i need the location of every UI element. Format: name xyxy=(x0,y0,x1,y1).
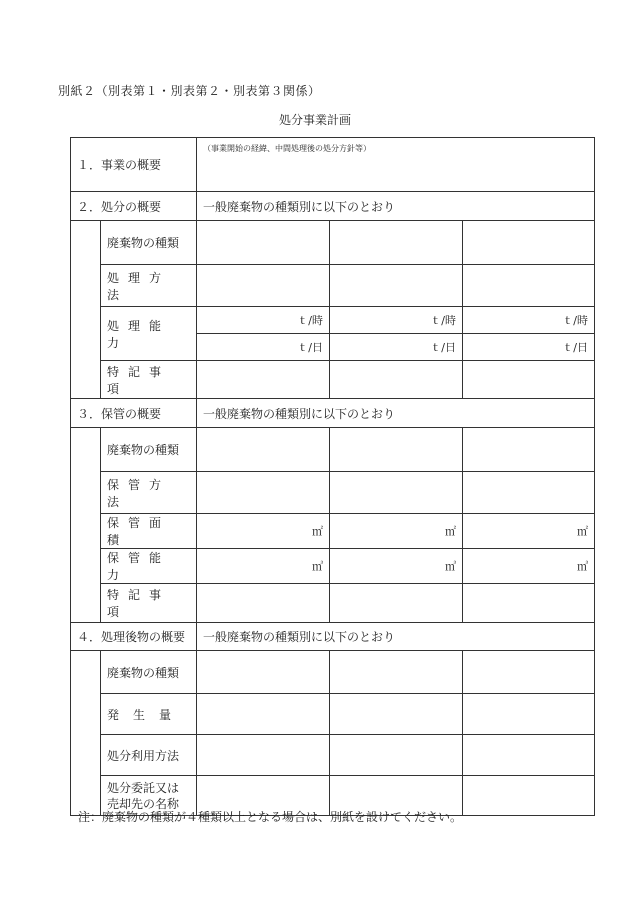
table-row xyxy=(71,428,595,472)
section2-label: ２．処分の概要 xyxy=(71,192,197,221)
s2-notes-label: 特記事項 xyxy=(101,361,197,399)
section3-label: ３．保管の概要 xyxy=(71,399,197,428)
s3-capacity-cell-2[interactable]: ㎥ xyxy=(330,549,463,584)
section2-heading-row xyxy=(71,192,595,221)
section3-gutter xyxy=(71,428,101,623)
section2-description: 一般廃棄物の種類別に以下のとおり xyxy=(197,192,595,221)
s4-use-method-label: 処分利用方法 xyxy=(101,735,197,776)
s3-waste-type-label: 廃棄物の種類 xyxy=(101,428,197,472)
table-row xyxy=(71,549,595,584)
s3-area-cell-3[interactable]: ㎡ xyxy=(463,514,595,549)
table-row xyxy=(71,694,595,735)
section1-content-cell[interactable] xyxy=(197,138,595,192)
s2-capacity-day-cell-2[interactable]: ｔ/日 xyxy=(330,334,463,361)
s4-waste-type-cell-3[interactable] xyxy=(463,651,595,694)
s2-notes-cell-1[interactable] xyxy=(197,361,330,399)
s3-area-cell-2[interactable]: ㎡ xyxy=(330,514,463,549)
s4-consignee-cell-3[interactable] xyxy=(463,776,595,816)
s2-notes-cell-2[interactable] xyxy=(330,361,463,399)
s3-area-label: 保管面積 xyxy=(101,514,197,549)
s4-use-method-cell-3[interactable] xyxy=(463,735,595,776)
s2-notes-cell-3[interactable] xyxy=(463,361,595,399)
s2-method-cell-3[interactable] xyxy=(463,265,595,307)
s2-waste-type-cell-2[interactable] xyxy=(330,221,463,265)
table-row xyxy=(71,307,595,334)
s4-amount-label: 発生量 xyxy=(101,694,197,735)
s4-amount-cell-3[interactable] xyxy=(463,694,595,735)
s3-notes-cell-1[interactable] xyxy=(197,584,330,623)
section4-description: 一般廃棄物の種類別に以下のとおり xyxy=(197,623,595,651)
section1-label: １．事業の概要 xyxy=(71,138,197,192)
section2-gutter xyxy=(71,221,101,399)
s4-consignee-label-line1: 処分委託又は xyxy=(107,780,180,795)
s2-method-cell-1[interactable] xyxy=(197,265,330,307)
table-row xyxy=(71,472,595,514)
s3-capacity-label: 保管能力 xyxy=(101,549,197,584)
footnote: 注：廃棄物の種類が４種類以上となる場合は、別紙を設けてください。 xyxy=(78,810,463,824)
page-header: 別紙２（別表第１・別表第２・別表第３関係） xyxy=(58,84,321,98)
s4-consignee-label-line2: 売却先の名称 xyxy=(107,796,180,811)
s3-waste-type-cell-3[interactable] xyxy=(463,428,595,472)
s4-waste-type-cell-2[interactable] xyxy=(330,651,463,694)
s3-waste-type-cell-2[interactable] xyxy=(330,428,463,472)
s2-capacity-label: 処理能力 xyxy=(101,307,197,361)
table-row xyxy=(71,651,595,694)
s4-use-method-cell-2[interactable] xyxy=(330,735,463,776)
s2-waste-type-label: 廃棄物の種類 xyxy=(101,221,197,265)
s3-capacity-cell-3[interactable]: ㎥ xyxy=(463,549,595,584)
s4-amount-cell-2[interactable] xyxy=(330,694,463,735)
s2-capacity-day-cell-3[interactable]: ｔ/日 xyxy=(463,334,595,361)
s2-capacity-day-cell-1[interactable]: ｔ/日 xyxy=(197,334,330,361)
table-row xyxy=(71,584,595,623)
s3-method-label: 保管方法 xyxy=(101,472,197,514)
s2-capacity-hour-cell-2[interactable]: ｔ/時 xyxy=(330,307,463,334)
s2-method-label: 処理方法 xyxy=(101,265,197,307)
section4-label: ４．処理後物の概要 xyxy=(71,623,197,651)
s3-notes-label: 特記事項 xyxy=(101,584,197,623)
s4-waste-type-cell-1[interactable] xyxy=(197,651,330,694)
s3-method-cell-3[interactable] xyxy=(463,472,595,514)
s3-notes-cell-3[interactable] xyxy=(463,584,595,623)
s3-notes-cell-2[interactable] xyxy=(330,584,463,623)
s2-capacity-hour-cell-3[interactable]: ｔ/時 xyxy=(463,307,595,334)
section1-note: （事業開始の経緯、中間処理後の処分方針等） xyxy=(203,144,372,153)
plan-form-table xyxy=(70,137,595,816)
table-row xyxy=(71,361,595,399)
s3-capacity-cell-1[interactable]: ㎥ xyxy=(197,549,330,584)
section4-heading-row xyxy=(71,623,595,651)
s3-method-cell-2[interactable] xyxy=(330,472,463,514)
s4-waste-type-label: 廃棄物の種類 xyxy=(101,651,197,694)
s2-waste-type-cell-1[interactable] xyxy=(197,221,330,265)
document-title: 処分事業計画 xyxy=(278,113,351,127)
s4-use-method-cell-1[interactable] xyxy=(197,735,330,776)
section3-description: 一般廃棄物の種類別に以下のとおり xyxy=(197,399,595,428)
section1-row xyxy=(71,138,595,192)
s2-capacity-hour-cell-1[interactable]: ｔ/時 xyxy=(197,307,330,334)
section4-gutter xyxy=(71,651,101,816)
s3-area-cell-1[interactable]: ㎡ xyxy=(197,514,330,549)
section3-heading-row xyxy=(71,399,595,428)
s3-waste-type-cell-1[interactable] xyxy=(197,428,330,472)
table-row xyxy=(71,265,595,307)
table-row xyxy=(71,514,595,549)
table-row xyxy=(71,221,595,265)
s4-amount-cell-1[interactable] xyxy=(197,694,330,735)
s3-method-cell-1[interactable] xyxy=(197,472,330,514)
s2-waste-type-cell-3[interactable] xyxy=(463,221,595,265)
s2-method-cell-2[interactable] xyxy=(330,265,463,307)
table-row xyxy=(71,735,595,776)
